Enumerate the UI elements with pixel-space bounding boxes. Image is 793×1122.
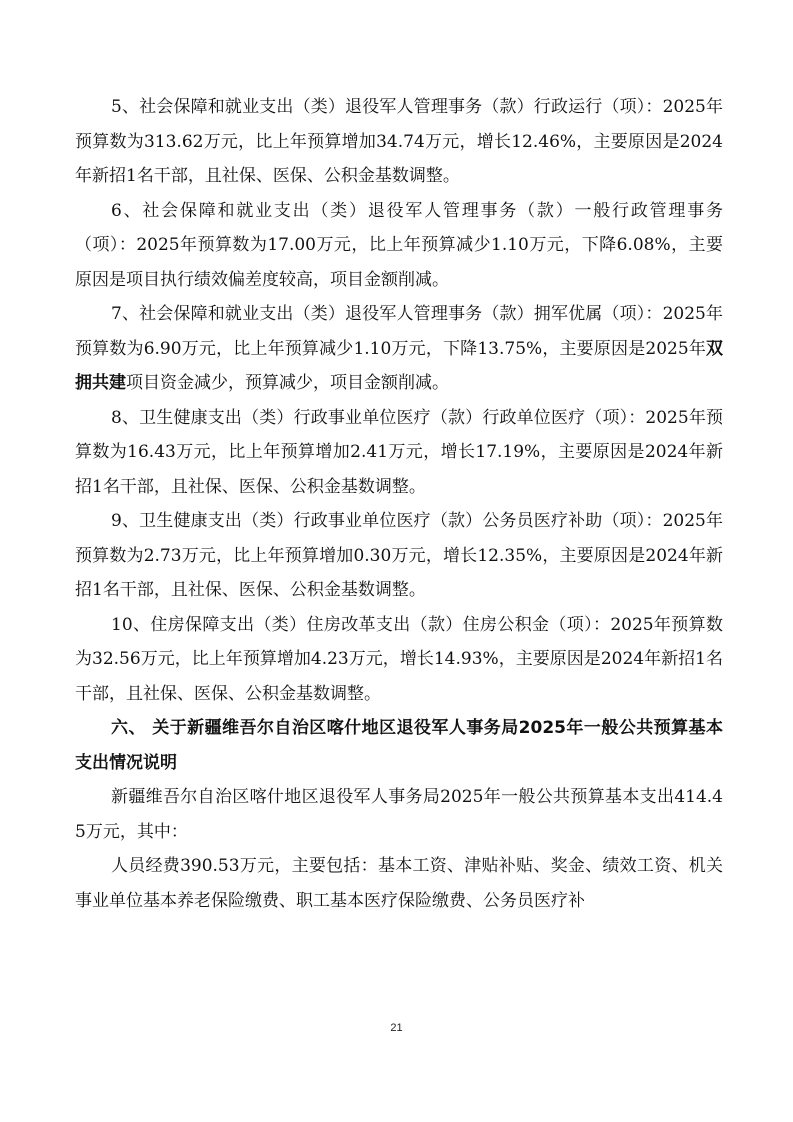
paragraph-item-7 <box>75 297 723 401</box>
paragraph-item-7-text-before: 7、社会保障和就业支出（类）退役军人管理事务（款）拥军优属（项）：2025年预算数为6.90万元，比上年预算减少1.10万元，下降13.75%，主要原因是2025年 <box>75 304 723 359</box>
page-number: 21 <box>390 1022 403 1034</box>
paragraph-item-8: 8、卫生健康支出（类）行政事业单位医疗（款）行政单位医疗（项）：2025年预算数为16.43万元，比上年预算增加2.41万元，增长17.19%，主要原因是2024年新招1名干部，且社保、医保、公积金基数调整。 <box>75 407 723 497</box>
paragraph-item-5: 5、社会保障和就业支出（类）退役军人管理事务（款）行政运行（项）：2025年预算数为313.62万元，比上年预算增加34.74万元，增长12.46%，主要原因是2024年新招1名干部，且社保、医保、公积金基数调整。 <box>75 97 723 186</box>
document-body <box>75 90 723 918</box>
paragraph-item-7-bold-text: 双拥共建 <box>75 338 723 393</box>
section-6-personnel-paragraph: 人员经费390.53万元，主要包括：基本工资、津贴补贴、奖金、绩效工资、机关事业单位基本养老保险缴费、职工基本医疗保险缴费、公务员医疗补 <box>75 856 723 911</box>
paragraph-item-9: 9、卫生健康支出（类）行政事业单位医疗（款）公务员医疗补助（项）：2025年预算数为2.73万元，比上年预算增加0.30万元，增长12.35%，主要原因是2024年新招1名干部，且社保、医保、公积金基数调整。 <box>75 511 723 600</box>
section-heading-6: 六、 关于新疆维吾尔自治区喀什地区退役军人事务局2025年一般公共预算基本支出情况说明 <box>75 718 723 773</box>
paragraph-item-6: 6、社会保障和就业支出（类）退役军人管理事务（款）一般行政管理事务（项）：2025年预算数为17.00万元，比上年预算减少1.10万元，下降6.08%，主要原因是项目执行绩效偏差度较高，项目金额削减。 <box>75 200 723 290</box>
paragraph-item-10: 10、住房保障支出（类）住房改革支出（款）住房公积金（项）：2025年预算数为32.56万元，比上年预算增加4.23万元，增长14.93%，主要原因是2024年新招1名干部，且社保、医保、公积金基数调整。 <box>75 614 723 704</box>
paragraph-item-7-text-after: 项目资金减少，预算减少，项目金额削减。 <box>126 373 449 393</box>
section-6-summary-paragraph: 新疆维吾尔自治区喀什地区退役军人事务局2025年一般公共预算基本支出414.45万元，其中： <box>75 787 723 842</box>
